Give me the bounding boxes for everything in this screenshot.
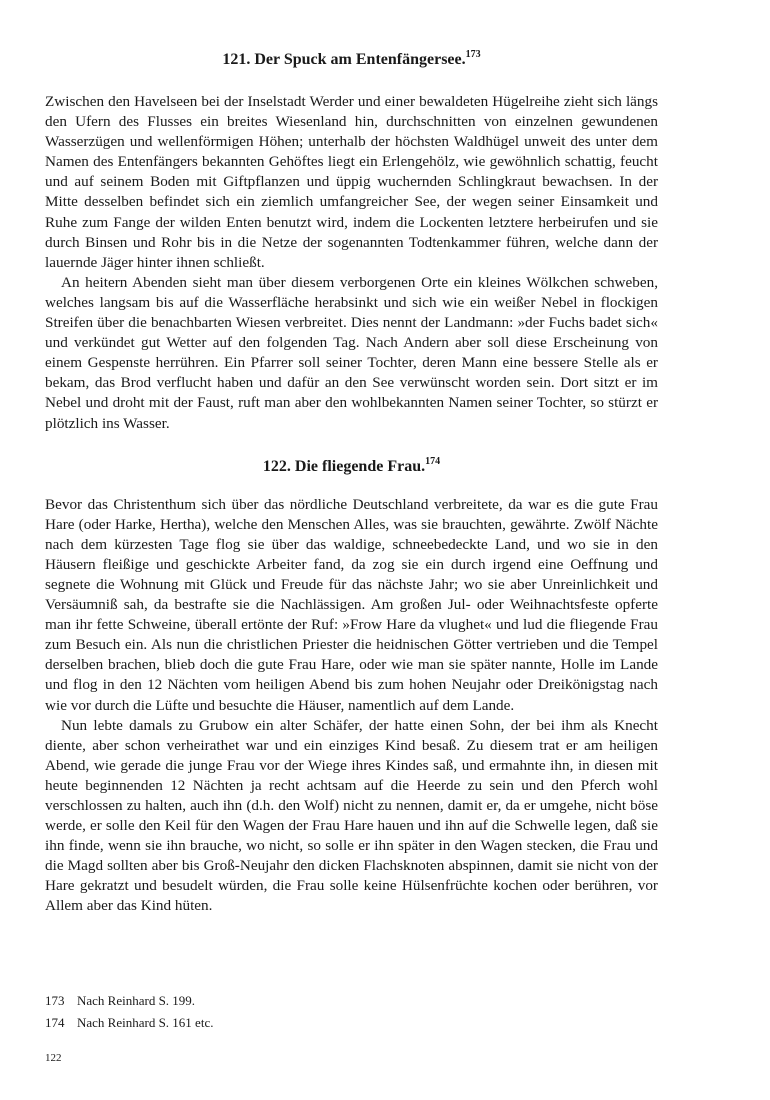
- footnote-ref: 173: [465, 49, 481, 60]
- footnotes: [45, 990, 658, 1034]
- section-body: [45, 92, 658, 434]
- footnote: [45, 990, 658, 1012]
- page-number: 122: [45, 1052, 62, 1064]
- section-title-text: 122. Die fliegende Frau.: [262, 457, 426, 475]
- page-body: [45, 50, 658, 917]
- paragraph: Nun lebte damals zu Grubow ein alter Schäfer, der hatte einen Sohn, der bei ihm als Knecht diente, aber schon verheirathet war und ein einziges Kind besaß. Zu diesem trat er am heiligen Abend, wie gerade die junge Frau vor der Wiege ihres Kindes saß, und ermahnte ihn, in diesen mit heute beginnenden 12 Nächten ja recht achtsam auf die Heerde zu sein und den Pferch wohl verschlossen zu halten, auch ihn (d.h. den Wolf) nicht zu nennen, damit er, da er umgehe, nicht böse werde, er solle den Keil für den Wagen der Frau Hare hauen und ihn auf die Schwelle legen, daß sie ihn finde, wenn sie ihn brauche, wo nicht, so solle er ihn später in den Wagen stecken, die Frau und die Magd sollten aber bis Groß-Neujahr den dicken Flachsknoten abspinnen, damit sie nicht von der Hare gekratzt und besudelt würden, die Frau solle keine Hülsenfrüchte kochen oder berühren, vor Allem aber das Kind hüten.: [45, 716, 658, 915]
- section-title: [45, 50, 658, 70]
- section-body: [45, 495, 658, 917]
- section-122: [45, 457, 658, 917]
- paragraph: Zwischen den Havelseen bei der Inselstadt Werder und einer bewaldeten Hügelreihe zieht sich längs den Ufern des Flusses ein breites Wiesenland hin, durchschnitten von einzelnen gewundenen Wasserzügen und wellenförmigen Höhen; unterhalb der höchsten Waldhügel unweit des unter dem Namen des Entenfängers bekannten Gehöftes liegt ein Erlengehölz, wie gewöhnlich schattig, feucht und auf seinem Boden mit Giftpflanzen und üppig wuchernden Schlingkraut bewachsen. In der Mitte desselben befindet sich ein ziemlich umfangreicher See, der wegen seiner Einsamkeit und Ruhe zum Fange der wilden Enten benutzt wird, indem die Lockenten letztere herbeirufen und sie durch Binsen und Rohr bis in die Netze der sogenannten Todtenkammer führen, welche dann der lauernde Jäger hinter ihnen schließt.: [45, 93, 658, 271]
- footnote-text: Nach Reinhard S. 199.: [77, 993, 196, 1008]
- footnote-number: 174: [45, 1015, 65, 1030]
- footnote-text: Nach Reinhard S. 161 etc.: [77, 1015, 214, 1030]
- footnote-number: 173: [45, 993, 65, 1008]
- section-title-text: 121. Der Spuck am Entenfängersee.: [222, 51, 466, 68]
- footnote-ref: 174: [425, 455, 441, 467]
- section-title: [45, 457, 658, 477]
- paragraph: An heitern Abenden sieht man über diesem verborgenen Orte ein kleines Wölkchen schweben, welches langsam bis auf die Wasserfläche herabsinkt und sich wie ein weißer Nebel in flockigen Streifen über die benachbarten Wiesen verbreitet. Dies nennt der Landmann: »der Fuchs badet sich« und verkündet gut Wetter auf den folgenden Tag. Nach Andern aber soll diese Erscheinung von einem Gespenste herrühren. Ein Pfarrer soll seiner Tochter, deren Mann eine bessere Stelle als er bekam, das Brod verflucht haben und dafür an den See verwünscht worden sein. Dort sitzt er im Nebel und droht mit der Faust, ruft man aber den wohlbekannten Namen seiner Tochter, so stürzt er plötzlich ins Wasser.: [45, 273, 658, 432]
- paragraph: Bevor das Christenthum sich über das nördliche Deutschland verbreitete, da war es die gute Frau Hare (oder Harke, Hertha), welche den Menschen Alles, was sie brauchten, gewährte. Zwölf Nächte nach dem kürzesten Tage flog sie über das waldige, schneebedeckte Land, und wo sie in den Häusern fleißige und geschickte Arbeiter fand, da zog sie ein durch irgend eine Oeffnung und segnete die Wohnung mit Glück und Freude für das nächste Jahr; wo sie aber Unreinlichkeit und Versäumniß sah, da bestrafte sie die Nachlässigen. Am großen Jul- oder Weihnachtsfeste opferte man ihr fette Schweine, überall ertönte der Ruf: »Frow Hare da vlughet« und lud die fliegende Frau zum Besuch ein. Als nun die christlichen Priester die heidnischen Götter vertrieben und die Tempel derselben brachen, blieb doch die gute Frau Hare, oder wie man sie später nannte, Holle im Lande und flog in den 12 Nächten vom heiligen Abend bis zum hohen Neujahr oder Dreikönigstag nach wie vor durch die Lüfte und besuchte die Häuser, namentlich auf dem Lande.: [45, 495, 658, 714]
- section-121: [45, 50, 658, 434]
- footnote: [45, 1012, 658, 1034]
